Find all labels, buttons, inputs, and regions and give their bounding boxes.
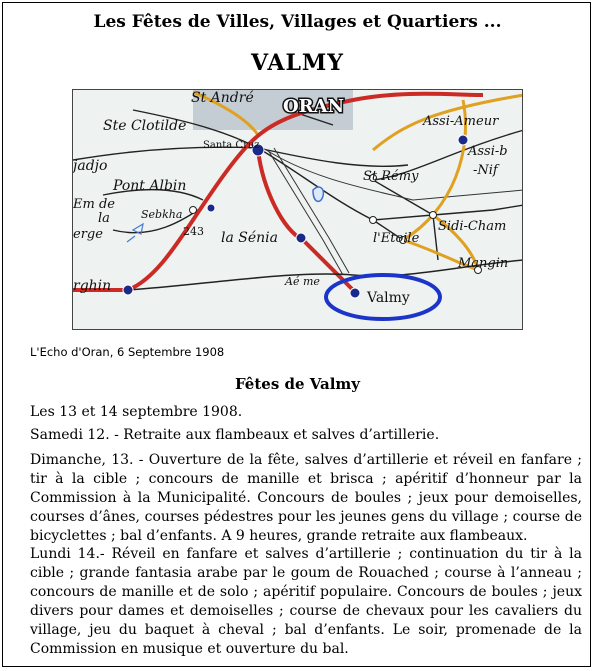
- source-caption: L'Echo d'Oran, 6 Septembre 1908: [30, 345, 225, 359]
- label-la-senia: la Sénia: [221, 230, 278, 246]
- label-andre: St André: [191, 90, 254, 106]
- page-title: Les Fêtes de Villes, Villages et Quartiers ...: [93, 12, 502, 32]
- label-erge: erge: [73, 227, 103, 242]
- label-la: la: [98, 211, 110, 226]
- place-title: VALMY: [251, 50, 344, 76]
- paragraph-dimanche: Dimanche, 13. - Ouverture de la fête, salves d’artillerie et réveil en fanfare ; tir à la cible ; concours de manille et brisca ; apéritif d’honneur par la Commission à la Municipalité. Concours de boules ; jeux pour demoiselles, courses d’ânes, courses pédestres pour les jeunes gens du village ; course de bicyclettes ; bal d’enfants. A 9 heures, grande retraite aux flambeaux.: [30, 452, 582, 544]
- label-em: Em de: [73, 197, 115, 212]
- label-243: 243: [183, 225, 204, 238]
- label-st-remy: St Rémy: [363, 169, 419, 184]
- label-rghin: rghin: [73, 278, 112, 294]
- paragraph-samedi: Samedi 12. - Retraite aux flambeaux et salves d’artillerie.: [30, 427, 440, 443]
- label-nif: -Nif: [473, 163, 498, 178]
- map-image: [72, 89, 523, 330]
- paragraph-lundi: Lundi 14.- Réveil en fanfare et salves d’artillerie ; continuation du tir à la cible ; grande fantasia arabe par le goum de Rouached ; course à l’anneau ; concours de manille et de solo ; apéritif populaire. Concours de boules ; jeux divers pour dames et demoiselles ; course de chevaux pour les cavaliers du village, jeu du baquet à cheval ; bal d’enfants. Le soir, promenade de la Commission en musique et ouverture du bal.: [30, 546, 582, 657]
- label-aeme: Aé me: [285, 275, 320, 288]
- map-svg: [73, 90, 523, 330]
- label-assi-b: Assi-b: [468, 144, 508, 159]
- lake-icon: [313, 187, 323, 201]
- label-oran: ORAN: [283, 96, 345, 117]
- label-jadjo: jadjo: [73, 158, 108, 174]
- label-santa-cruz: Santa Cruz: [203, 140, 260, 151]
- paragraph-dates: Les 13 et 14 septembre 1908.: [30, 404, 243, 420]
- label-mangin: Mangin: [458, 256, 509, 271]
- label-clotilde: Ste Clotilde: [103, 118, 187, 134]
- label-valmy: Valmy: [367, 290, 410, 306]
- section-title: Fêtes de Valmy: [234, 375, 361, 393]
- label-pont-albin: Pont Albin: [113, 178, 187, 194]
- label-sidi-chami: Sidi-Cham: [438, 219, 507, 234]
- label-assi-ameur: Assi-Ameur: [423, 114, 499, 129]
- label-l-etoile: l'Etoile: [373, 231, 420, 246]
- label-sebkha: Sebkha: [141, 208, 183, 221]
